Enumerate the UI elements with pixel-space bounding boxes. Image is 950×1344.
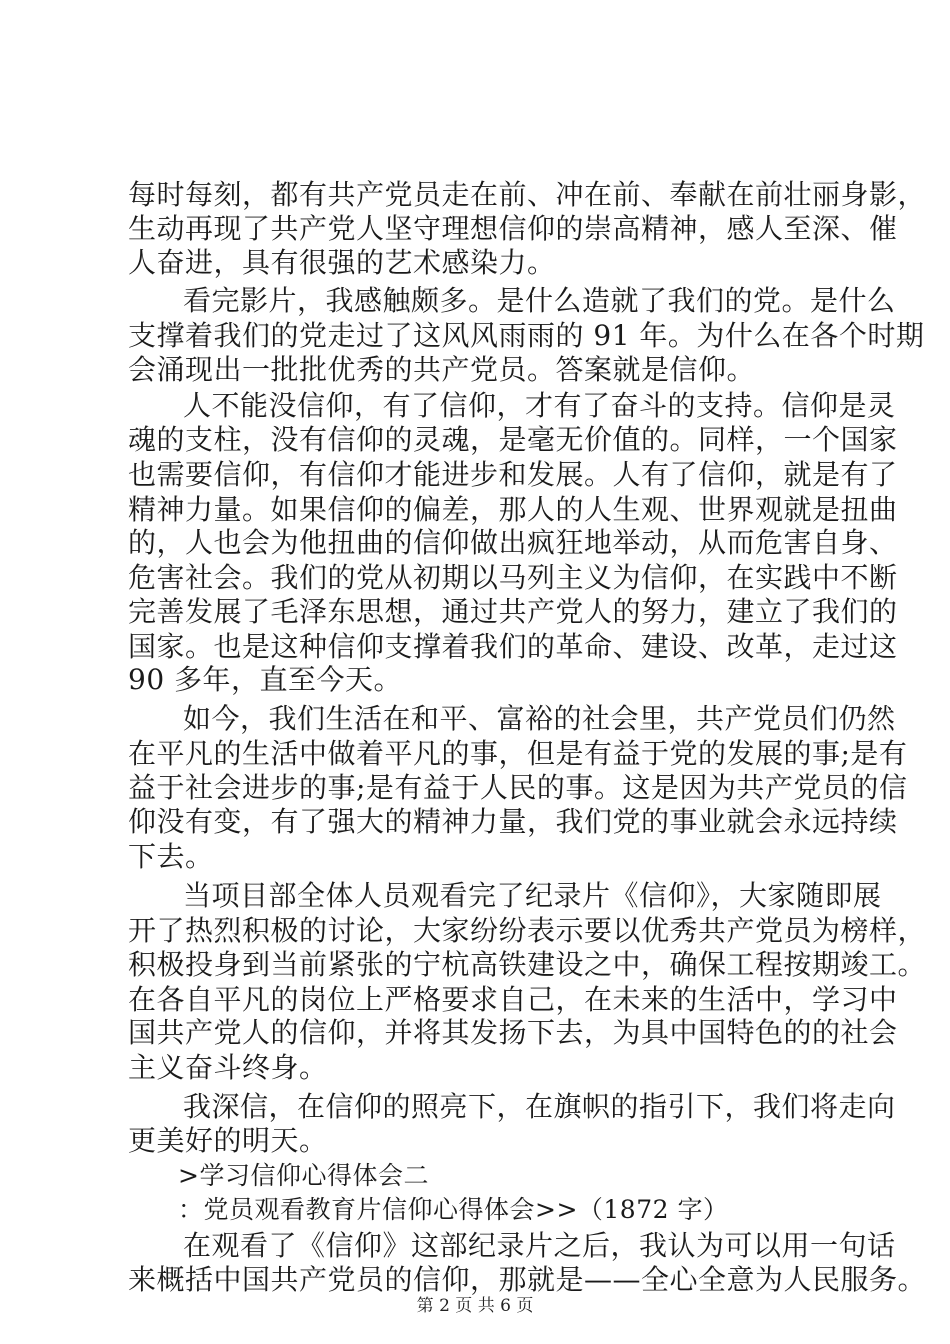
text-line: 人不能没信仰，有了信仰，才有了奋斗的支持。信仰是灵 xyxy=(183,389,896,422)
text-line: 国家。也是这种信仰支撑着我们的革命、建设、改革，走过这 xyxy=(128,630,898,663)
text-line: 危害社会。我们的党从初期以马列主义为信仰，在实践中不断 xyxy=(128,561,898,594)
text-line: 魂的支柱，没有信仰的灵魂，是毫无价值的。同样，一个国家 xyxy=(128,423,898,456)
text-line: 生动再现了共产党人坚守理想信仰的崇高精神，感人至深、催 xyxy=(128,212,898,245)
text-line: 会涌现出一批批优秀的共产党员。答案就是信仰。 xyxy=(128,353,756,386)
text-line: 完善发展了毛泽东思想，通过共产党人的努力，建立了我们的 xyxy=(128,595,898,628)
text-line: 支撑着我们的党走过了这风风雨雨的 91 年。为什么在各个时期 xyxy=(128,319,925,352)
text-line: 开了热烈积极的讨论，大家纷纷表示要以优秀共产党员为榜样， xyxy=(128,914,927,947)
text-line: 主义奋斗终身。 xyxy=(128,1051,328,1084)
text-line: 的，人也会为他扭曲的信仰做出疯狂地举动，从而危害自身、 xyxy=(128,526,898,559)
text-line: 国共产党人的信仰，并将其发扬下去，为具中国特色的的社会 xyxy=(128,1016,898,1049)
text-line: 下去。 xyxy=(128,840,214,873)
text-line: 也需要信仰，有信仰才能进步和发展。人有了信仰，就是有了 xyxy=(128,458,898,491)
text-line: 如今，我们生活在和平、富裕的社会里，共产党员们仍然 xyxy=(183,702,896,735)
text-line: 每时每刻，都有共产党员走在前、冲在前、奉献在前壮丽身影， xyxy=(128,178,927,211)
text-line: 积极投身到当前紧张的宁杭高铁建设之中，确保工程按期竣工。 xyxy=(128,948,927,981)
text-line: 我深信，在信仰的照亮下，在旗帜的指引下，我们将走向 xyxy=(183,1090,896,1123)
text-line: 人奋进，具有很强的艺术感染力。 xyxy=(128,246,556,279)
text-line: 在各自平凡的岗位上严格要求自己，在未来的生活中，学习中 xyxy=(128,983,898,1016)
text-line: 90 多年，直至今天。 xyxy=(128,663,403,696)
text-line: 来概括中国共产党员的信仰，那就是——全心全意为人民服务。 xyxy=(128,1263,927,1296)
text-line: 精神力量。如果信仰的偏差，那人的人生观、世界观就是扭曲 xyxy=(128,493,898,526)
text-line: 在观看了《信仰》这部纪录片之后，我认为可以用一句话 xyxy=(183,1229,896,1262)
text-line: 在平凡的生活中做着平凡的事，但是有益于党的发展的事;是有 xyxy=(128,737,908,770)
text-line: 更美好的明天。 xyxy=(128,1124,328,1157)
page-footer: 第 2 页 共 6 页 xyxy=(416,1296,534,1316)
text-line: 益于社会进步的事;是有益于人民的事。这是因为共产党员的信 xyxy=(128,771,908,804)
text-line: 仰没有变，有了强大的精神力量，我们党的事业就会永远持续 xyxy=(128,805,898,838)
section-heading: >学习信仰心得体会二 xyxy=(178,1161,429,1190)
text-line: 当项目部全体人员观看完了纪录片《信仰》，大家随即展 xyxy=(183,879,882,912)
section-subheading: ：党员观看教育片信仰心得体会>>（1872 字） xyxy=(178,1195,729,1224)
text-line: 看完影片，我感触颇多。是什么造就了我们的党。是什么 xyxy=(183,284,896,317)
